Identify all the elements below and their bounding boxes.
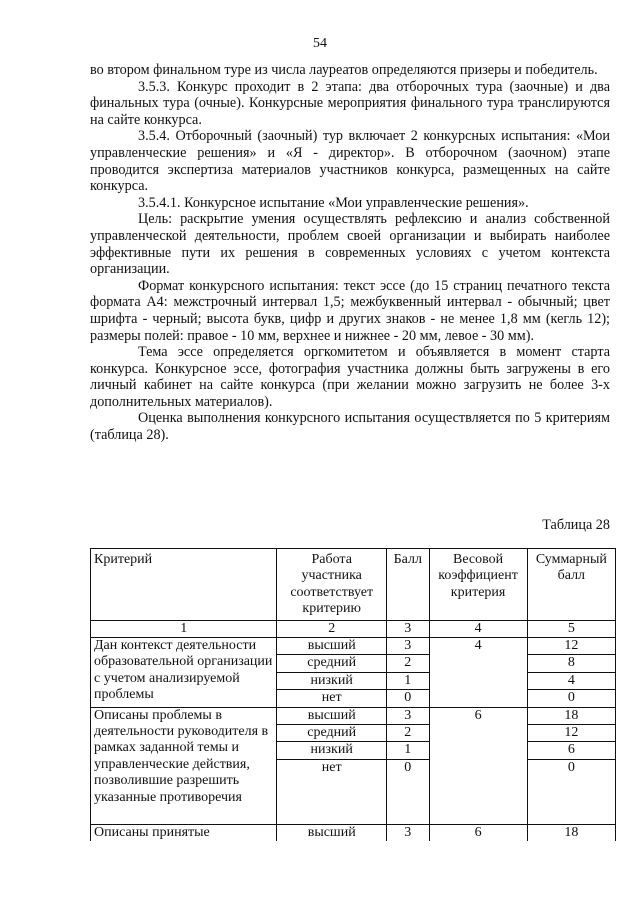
criterion-cell: Описаны проблемы в деятельности руководителя в рамках заданной темы и управленческие действия, позволившие разрешить указанные противоречия bbox=[91, 707, 277, 824]
total-cell: 8 bbox=[527, 655, 615, 672]
body-text bbox=[90, 62, 610, 444]
column-number: 2 bbox=[277, 620, 387, 637]
score-cell: 0 bbox=[387, 690, 429, 707]
table-row bbox=[91, 707, 616, 724]
table-header-row bbox=[91, 549, 616, 621]
level-cell: высший bbox=[277, 638, 387, 655]
paragraph: Формат конкурсного испытания: текст эссе (до 15 страниц печатного текста формата А4: межстрочный интервал 1,5; межбуквенный интервал - обычный; цвет шрифта - черный; высота букв, цифр и других знаков - не менее 1,8 мм (кегль 12); размеры полей: правое - 10 мм, верхнее и нижнее - 20 мм, левое - 30 мм). bbox=[90, 277, 610, 344]
total-cell: 4 bbox=[527, 672, 615, 689]
level-cell: средний bbox=[277, 655, 387, 672]
total-cell: 12 bbox=[527, 638, 615, 655]
column-number: 1 bbox=[91, 620, 277, 637]
paragraph: во втором финальном туре из числа лауреатов определяются призеры и победитель. bbox=[90, 62, 598, 78]
paragraph: Оценка выполнения конкурсного испытания осуществляется по 5 критериям (таблица 28). bbox=[90, 410, 610, 444]
paragraph: 3.5.4. Отборочный (заочный) тур включает 2 конкурсных испытания: «Мои управленческие решения» и «Я - директор». В отборочном (заочном) этапе проводится экспертиза материалов участников конкурса, размещенных на сайте конкурса. bbox=[90, 128, 610, 195]
total-cell: 18 bbox=[527, 824, 615, 841]
header-score: Балл bbox=[387, 549, 429, 621]
column-number: 3 bbox=[387, 620, 429, 637]
table-row bbox=[91, 824, 616, 841]
score-cell: 1 bbox=[387, 742, 429, 759]
total-cell: 0 bbox=[527, 690, 615, 707]
criterion-cell: Описаны принятые bbox=[91, 824, 277, 841]
score-cell: 3 bbox=[387, 707, 429, 724]
total-cell: 18 bbox=[527, 707, 615, 724]
score-cell: 3 bbox=[387, 638, 429, 655]
header-weight: Весовой коэффициент критерия bbox=[429, 549, 527, 621]
page-number: 54 bbox=[313, 36, 327, 51]
table-row bbox=[91, 638, 616, 655]
total-cell: 0 bbox=[527, 759, 615, 824]
column-number: 5 bbox=[527, 620, 615, 637]
weight-cell: 6 bbox=[429, 707, 527, 824]
level-cell: низкий bbox=[277, 672, 387, 689]
score-cell: 1 bbox=[387, 672, 429, 689]
paragraph: Тема эссе определяется оргкомитетом и объявляется в момент старта конкурса. Конкурсное эссе, фотография участника должны быть загружены в его личный кабинет на сайте конкурса (при желании можно загрузить не более 3-х дополнительных материалов). bbox=[90, 344, 610, 410]
criteria-table bbox=[90, 548, 616, 841]
column-number: 4 bbox=[429, 620, 527, 637]
total-cell: 6 bbox=[527, 742, 615, 759]
score-cell: 0 bbox=[387, 759, 429, 824]
table-caption: Таблица 28 bbox=[542, 517, 610, 533]
score-cell: 3 bbox=[387, 824, 429, 841]
level-cell: высший bbox=[277, 707, 387, 724]
weight-cell: 4 bbox=[429, 638, 527, 708]
total-cell: 12 bbox=[527, 725, 615, 742]
paragraph: 3.5.3. Конкурс проходит в 2 этапа: два отборочных тура (заочные) и два финальных тура (очные). Конкурсные мероприятия финального тура транслируются на сайте конкурса. bbox=[90, 78, 610, 128]
level-cell: высший bbox=[277, 824, 387, 841]
score-cell: 2 bbox=[387, 655, 429, 672]
level-cell: нет bbox=[277, 759, 387, 824]
level-cell: средний bbox=[277, 725, 387, 742]
level-cell: низкий bbox=[277, 742, 387, 759]
paragraph: Цель: раскрытие умения осуществлять рефлексию и анализ собственной управленческой деятельности, проблем своей организации и выбирать наиболее эффективные пути их решения в современных условиях с учетом контекста организации. bbox=[90, 211, 610, 278]
criterion-cell: Дан контекст деятельности образовательной организации с учетом анализируемой проблемы bbox=[91, 638, 277, 708]
level-cell: нет bbox=[277, 690, 387, 707]
header-participant-work: Работа участника соответствует критерию bbox=[277, 549, 387, 621]
score-cell: 2 bbox=[387, 725, 429, 742]
weight-cell: 6 bbox=[429, 824, 527, 841]
header-total: Суммарный балл bbox=[527, 549, 615, 621]
paragraph: 3.5.4.1. Конкурсное испытание «Мои управленческие решения». bbox=[138, 194, 529, 211]
column-numbers-row bbox=[91, 620, 616, 637]
header-criterion: Критерий bbox=[91, 549, 277, 621]
